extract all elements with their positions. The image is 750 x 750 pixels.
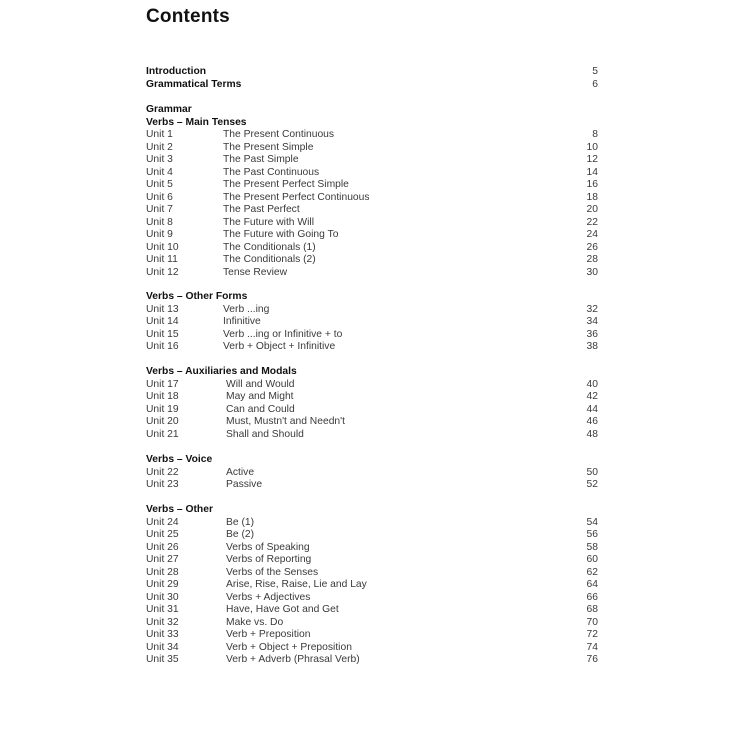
toc-entry [146, 329, 598, 342]
unit-title: Verbs of the Senses [226, 566, 319, 578]
unit-number: Unit 4 [146, 166, 173, 178]
unit-title: Passive [226, 479, 263, 490]
unit-number: Unit 32 [146, 616, 179, 628]
unit-title: The Present Simple [223, 141, 314, 153]
unit-number: Unit 7 [146, 204, 173, 215]
unit-number: Unit 5 [146, 179, 173, 190]
toc-entry [146, 229, 598, 242]
section-title: Verbs – Main Tenses [146, 116, 247, 128]
unit-title: Have, Have Got and Get [226, 604, 339, 615]
unit-title: The Present Perfect Simple [223, 179, 349, 190]
toc-entry [146, 129, 598, 142]
unit-title: Verb + Object + Preposition [226, 641, 352, 653]
entry-label: Grammatical Terms [146, 78, 242, 90]
part-heading [146, 104, 598, 117]
unit-number: Unit 29 [146, 579, 179, 590]
toc-entry [146, 267, 598, 280]
unit-title: Will and Would [226, 378, 295, 390]
section-heading [146, 117, 598, 130]
unit-title: Verb ...ing [223, 303, 270, 315]
unit-number: Unit 35 [146, 654, 179, 665]
section-heading [146, 504, 598, 517]
intro-section [146, 66, 598, 91]
unit-title: Verbs of Speaking [226, 541, 310, 553]
unit-title: May and Might [226, 391, 294, 402]
unit-number: Unit 1 [146, 129, 173, 140]
page-number: 40 [586, 378, 598, 390]
toc-entry [146, 254, 598, 267]
page-number: 16 [586, 179, 598, 190]
toc-entry [146, 316, 598, 329]
toc-entry [146, 66, 598, 79]
unit-title: Shall and Should [226, 428, 304, 440]
page-number: 66 [586, 591, 598, 603]
toc-entry [146, 429, 598, 442]
unit-number: Unit 33 [146, 629, 179, 640]
page-number: 38 [586, 341, 598, 352]
unit-number: Unit 23 [146, 479, 179, 490]
unit-number: Unit 27 [146, 554, 179, 565]
unit-number: Unit 16 [146, 341, 179, 352]
unit-title: Be (2) [226, 529, 255, 540]
unit-number: Unit 12 [146, 266, 179, 278]
unit-number: Unit 22 [146, 466, 179, 478]
page-number: 62 [586, 566, 598, 578]
page-number: 52 [586, 479, 598, 490]
unit-number: Unit 21 [146, 428, 179, 440]
unit-title: Verb + Adverb (Phrasal Verb) [226, 654, 360, 665]
toc-entry [146, 579, 598, 592]
toc-section [146, 291, 598, 354]
unit-title: Verbs of Reporting [226, 554, 312, 565]
page-number: 46 [586, 416, 598, 427]
toc-entry [146, 341, 598, 354]
page-number: 8 [592, 129, 598, 140]
unit-number: Unit 20 [146, 416, 179, 427]
section-title: Verbs – Other Forms [146, 291, 248, 302]
page-number: 68 [586, 604, 598, 615]
page-number: 54 [586, 516, 598, 528]
section-heading [146, 366, 598, 379]
section-title: Verbs – Other [146, 504, 213, 515]
toc-entry [146, 242, 598, 255]
toc-section [146, 504, 598, 667]
unit-title: Be (1) [226, 516, 255, 528]
unit-title: Verbs + Adjectives [226, 591, 311, 603]
section-title: Verbs – Voice [146, 454, 213, 465]
unit-number: Unit 14 [146, 316, 179, 327]
toc-section [146, 104, 598, 279]
unit-number: Unit 6 [146, 191, 173, 203]
unit-title: The Future with Will [223, 216, 314, 228]
toc-entry [146, 167, 598, 180]
unit-number: Unit 30 [146, 591, 179, 603]
page-title: Contents [146, 6, 230, 27]
toc-entry [146, 479, 598, 492]
page-number: 24 [586, 229, 598, 240]
unit-title: Tense Review [223, 266, 288, 278]
page-number: 6 [592, 78, 598, 90]
page-number: 26 [586, 241, 598, 253]
unit-number: Unit 26 [146, 541, 179, 553]
unit-title: The Past Continuous [223, 166, 320, 178]
unit-number: Unit 13 [146, 303, 179, 315]
page-number: 12 [586, 154, 598, 165]
page-number: 32 [586, 303, 598, 315]
toc-entry [146, 416, 598, 429]
toc-entry [146, 567, 598, 580]
unit-number: Unit 2 [146, 141, 173, 153]
toc-entry [146, 192, 598, 205]
toc-entry [146, 304, 598, 317]
toc-entry [146, 179, 598, 192]
unit-number: Unit 8 [146, 216, 173, 228]
unit-title: Must, Mustn't and Needn't [226, 416, 345, 427]
page-number: 58 [586, 541, 598, 553]
page-number: 72 [586, 629, 598, 640]
page-number: 74 [586, 641, 598, 653]
unit-number: Unit 25 [146, 529, 179, 540]
page-number: 18 [586, 191, 598, 203]
toc-entry [146, 604, 598, 617]
section-heading [146, 291, 598, 304]
toc-section [146, 366, 598, 441]
toc-entry [146, 79, 598, 92]
toc-section [146, 454, 598, 492]
unit-number: Unit 3 [146, 154, 173, 165]
section-heading [146, 454, 598, 467]
toc-entry [146, 379, 598, 392]
unit-title: The Present Continuous [223, 129, 335, 140]
page-number: 64 [586, 579, 598, 590]
page-number: 10 [586, 141, 598, 153]
page-number: 22 [586, 216, 598, 228]
toc-entry [146, 204, 598, 217]
page-number: 30 [586, 266, 598, 278]
toc-entry [146, 154, 598, 167]
part-title: Grammar [146, 104, 192, 115]
page-number: 70 [586, 616, 598, 628]
toc-entry [146, 629, 598, 642]
unit-number: Unit 9 [146, 229, 173, 240]
toc-entry [146, 642, 598, 655]
toc-entry [146, 391, 598, 404]
unit-title: Can and Could [226, 403, 295, 415]
page-number: 48 [586, 428, 598, 440]
unit-title: Verb ...ing or Infinitive + to [223, 328, 343, 340]
unit-title: The Past Perfect [223, 204, 300, 215]
page-number: 44 [586, 403, 598, 415]
page-number: 50 [586, 466, 598, 478]
unit-title: Arise, Rise, Raise, Lie and Lay [226, 579, 367, 590]
unit-title: The Past Simple [223, 154, 299, 165]
unit-title: The Conditionals (1) [223, 241, 316, 253]
page-number: 42 [586, 391, 598, 402]
page-number: 20 [586, 204, 598, 215]
toc-entry [146, 654, 598, 667]
unit-number: Unit 18 [146, 391, 179, 402]
toc-entry [146, 592, 598, 605]
unit-title: The Future with Going To [223, 229, 339, 240]
entry-label: Introduction [146, 66, 207, 77]
toc-entry [146, 542, 598, 555]
unit-number: Unit 28 [146, 566, 179, 578]
toc-entry [146, 467, 598, 480]
section-title: Verbs – Auxiliaries and Modals [146, 366, 297, 377]
toc-entry [146, 617, 598, 630]
toc-entry [146, 517, 598, 530]
page-number: 14 [586, 166, 598, 178]
page-number: 60 [586, 554, 598, 565]
unit-title: Make vs. Do [226, 616, 284, 628]
unit-number: Unit 24 [146, 516, 179, 528]
page-number: 36 [586, 328, 598, 340]
unit-number: Unit 10 [146, 241, 179, 253]
unit-title: The Conditionals (2) [223, 254, 316, 265]
page-number: 76 [586, 654, 598, 665]
unit-number: Unit 31 [146, 604, 179, 615]
toc-entry [146, 529, 598, 542]
unit-title: The Present Perfect Continuous [223, 191, 370, 203]
page-number: 28 [586, 254, 598, 265]
unit-title: Verb + Object + Infinitive [223, 341, 336, 352]
unit-title: Verb + Preposition [226, 629, 311, 640]
toc-entry [146, 217, 598, 230]
unit-number: Unit 11 [146, 254, 178, 265]
unit-number: Unit 34 [146, 641, 179, 653]
unit-title: Active [226, 466, 255, 478]
unit-number: Unit 19 [146, 403, 179, 415]
toc-entry [146, 142, 598, 155]
unit-number: Unit 17 [146, 378, 179, 390]
page-number: 5 [592, 66, 598, 77]
unit-title: Infinitive [223, 316, 261, 327]
page-number: 56 [586, 529, 598, 540]
unit-number: Unit 15 [146, 328, 179, 340]
toc-entry [146, 404, 598, 417]
toc-entry [146, 554, 598, 567]
page-number: 34 [586, 316, 598, 327]
